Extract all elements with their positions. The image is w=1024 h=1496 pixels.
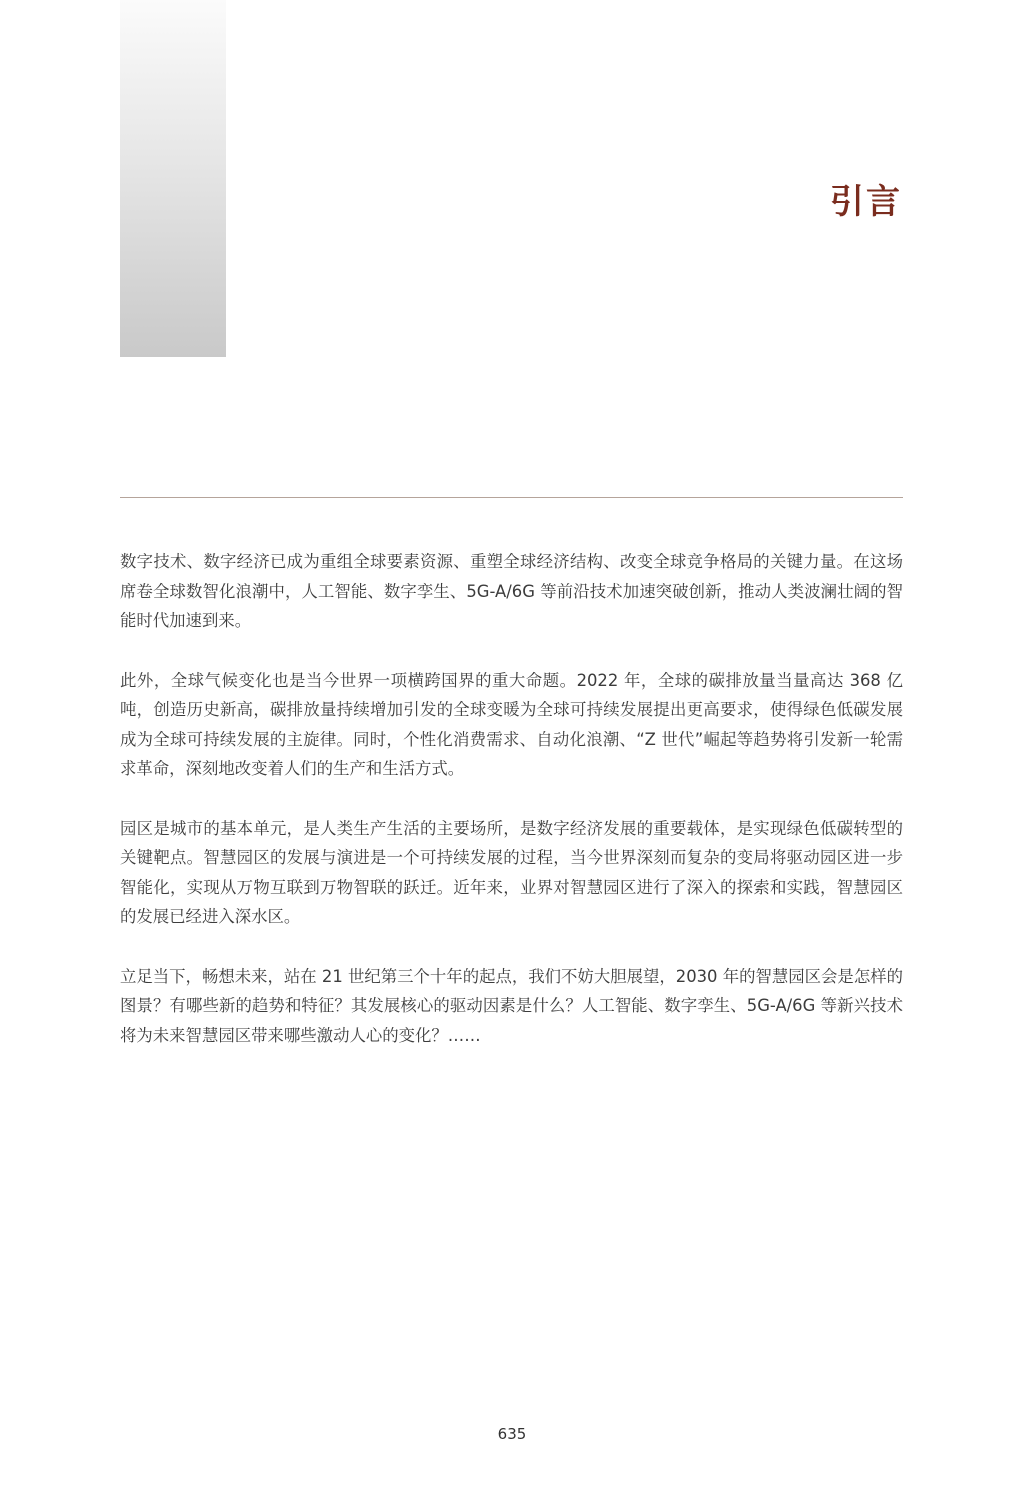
paragraph-3: 园区是城市的基本单元，是人类生产生活的主要场所，是数字经济发展的重要载体，是实现绿色低碳转型的关键靶点。智慧园区的发展与演进是一个可持续发展的过程，当今世界深刻而复杂的变局将驱动园区进一步智能化，实现从万物互联到万物智联的跃迁。近年来，业界对智慧园区进行了深入的探索和实践，智慧园区的发展已经进入深水区。: [120, 818, 903, 926]
paragraph-4: 立足当下，畅想未来，站在 21 世纪第三个十年的起点，我们不妨大胆展望，2030 年的智慧园区会是怎样的图景？有哪些新的趋势和特征？其发展核心的驱动因素是什么？人工智能、数字孪生、5G-A/6G 等新兴技术将为未来智慧园区带来哪些激动人心的变化？……: [120, 966, 903, 1045]
decorative-side-bar: [120, 0, 226, 357]
body-text: [120, 547, 903, 1080]
paragraph-2: 此外，全球气候变化也是当今世界一项横跨国界的重大命题。2022 年，全球的碳排放量当量高达 368 亿吨，创造历史新高，碳排放量持续增加引发的全球变暖为全球可持续发展提出更高要求，使得绿色低碳发展成为全球可持续发展的主旋律。同时，个性化消费需求、自动化浪潮、“Z 世代”崛起等趋势将引发新一轮需求革命，深刻地改变着人们的生产和生活方式。: [120, 670, 903, 778]
page-number: 635: [497, 1425, 527, 1443]
paragraph-1: 数字技术、数字经济已成为重组全球要素资源、重塑全球经济结构、改变全球竞争格局的关键力量。在这场席卷全球数智化浪潮中，人工智能、数字孪生、5G-A/6G 等前沿技术加速突破创新，推动人类波澜壮阔的智能时代加速到来。: [120, 552, 903, 630]
page-title: 引言: [830, 182, 902, 222]
section-divider: [120, 497, 903, 498]
